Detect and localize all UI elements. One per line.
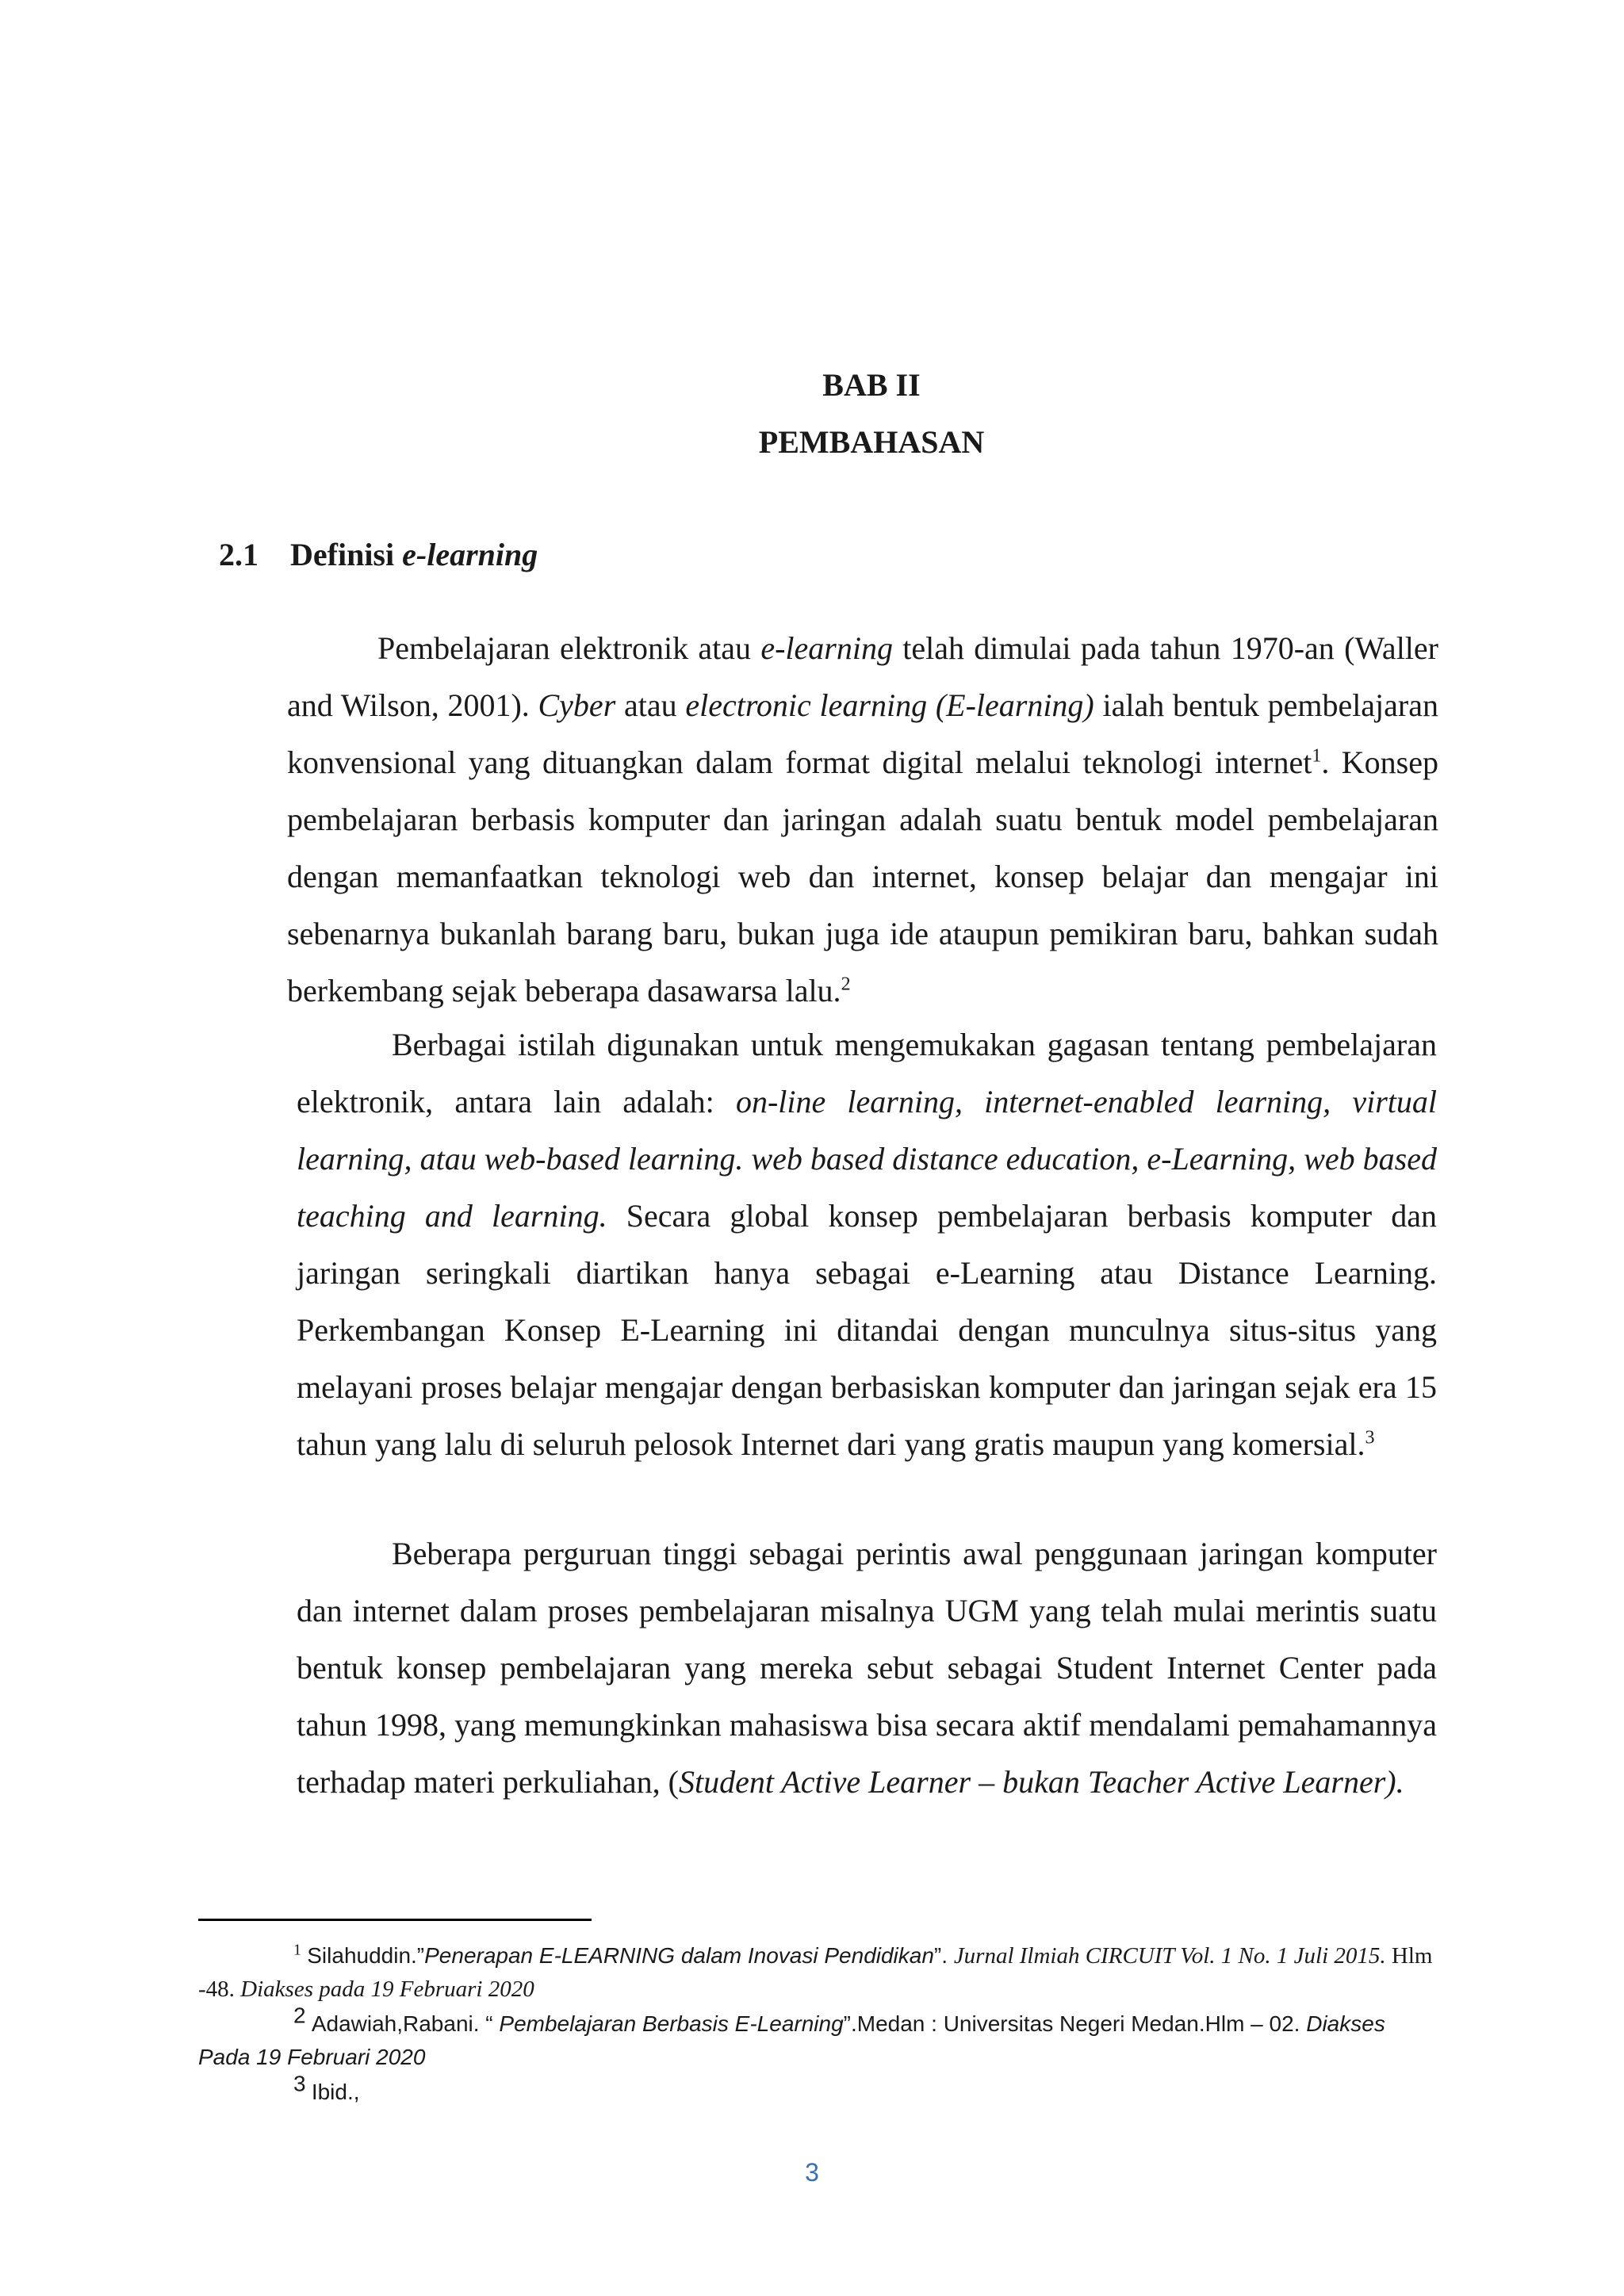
text-run-italic: electronic learning (E-learning) (685, 687, 1094, 723)
text-run-italic: Cyber (538, 687, 616, 723)
text-run-italic: Pembelajaran Berbasis E-Learning (499, 2011, 844, 2036)
paragraph-3 (297, 1525, 1437, 1811)
body-text (287, 620, 1438, 1020)
paragraph-1 (287, 620, 1438, 1020)
text-run: Secara global konsep pembelajaran berbasis komputer dan jaringan seringkali diartikan hanya sebagai e-Learning atau Distance Learning. Perkembangan Konsep E-Learning ini ditandai dengan munculnya situs-situs yang melayani proses belajar mengajar dengan berbasiskan komputer dan jaringan sejak era 15 tahun yang lalu di seluruh pelosok Internet dari yang gratis maupun yang komersial. (297, 1198, 1437, 1462)
footnote-mark: 1 (293, 1941, 301, 1959)
paragraph-2 (297, 1016, 1437, 1473)
text-run-italic: on-line learning, internet-enabled learning, virtual learning, atau web-based learning. web based distance education, e-Learning, web based teaching and learning. (297, 1084, 1437, 1234)
text-run: Adawiah,Rabani. “ (311, 2011, 500, 2036)
text-run-italic: Penerapan E-LEARNING dalam Inovasi Pendidikan (424, 1943, 934, 1968)
chapter-heading: BAB II (822, 367, 921, 403)
text-run-italic: Diakses pada 19 Februari 2020 (240, 1976, 534, 2002)
footnote-ref[interactable]: 3 (1365, 1427, 1375, 1448)
text-run-italic: Diakses Pada 19 Februari 2020 (198, 2011, 1385, 2069)
text-run-italic: Student Active Learner – bukan Teacher Active Learner). (679, 1764, 1404, 1800)
text-run: Silahuddin.” (307, 1943, 425, 1968)
text-run-italic: e-learning (760, 630, 893, 666)
text-run: . Konsep pembelajaran berbasis komputer dan jaringan adalah suatu bentuk model pembelajaran dengan memanfaatkan teknologi web dan internet, konsep belajar dan mengajar ini sebenarnya bukanlah barang baru, bukan juga ide ataupun pemikiran baru, bahkan sudah berkembang sejak beberapa dasawarsa lalu. (287, 744, 1438, 1008)
footnote-3 (198, 2071, 1437, 2109)
footnote-mark: 2 (293, 2003, 306, 2028)
text-run: Beberapa perguruan tinggi sebagai perintis awal penggunaan jaringan komputer dan internet dalam proses pembelajaran misalnya UGM yang telah mulai merintis suatu bentuk konsep pembelajaran yang mereka sebut sebagai Student Internet Center pada tahun 1998, yang memungkinkan mahasiswa bisa secara aktif mendalami pemahamannya terhadap materi perkuliahan, ( (297, 1536, 1437, 1800)
text-run: Pembelajaran elektronik atau (377, 630, 761, 666)
page-number: 3 (805, 2158, 819, 2187)
footnote-separator (198, 1919, 592, 1921)
text-run: atau (615, 687, 686, 723)
section-title-italic: e-learning (402, 537, 538, 572)
text-run: ”.Medan : Universitas Negeri Medan.Hlm – 02. (843, 2011, 1307, 2036)
text-run: telah dimulai pada tahun 1970-an (Waller and Wilson, 2001). (287, 630, 1438, 723)
body-text-2 (297, 1016, 1437, 1473)
chapter-title: PEMBAHASAN (758, 424, 985, 460)
footnote-2 (198, 2003, 1437, 2074)
text-run-italic: Jurnal Ilmiah CIRCUIT Vol. 1 No. 1 Juli 2015. (953, 1943, 1386, 1969)
section-number: 2.1 (219, 537, 259, 572)
section-title: Definisi (290, 537, 403, 572)
text-run: Ibid., (311, 2080, 360, 2104)
text-run: ”. (933, 1943, 954, 1968)
section-heading (219, 536, 538, 573)
text-run: Hlm -48. (198, 1943, 1433, 2002)
text-run: ialah bentuk pembelajaran konvensional yang dituangkan dalam format digital melalui teknologi internet (287, 687, 1438, 780)
footnote-mark: 3 (293, 2071, 306, 2096)
footnote-1 (198, 1939, 1437, 2006)
body-text-3 (297, 1525, 1437, 1811)
footnote-ref[interactable]: 1 (1312, 745, 1322, 767)
footnote-ref[interactable]: 2 (841, 974, 851, 995)
text-run: Berbagai istilah digunakan untuk mengemukakan gagasan tentang pembelajaran elektronik, antara lain adalah: (297, 1027, 1437, 1119)
